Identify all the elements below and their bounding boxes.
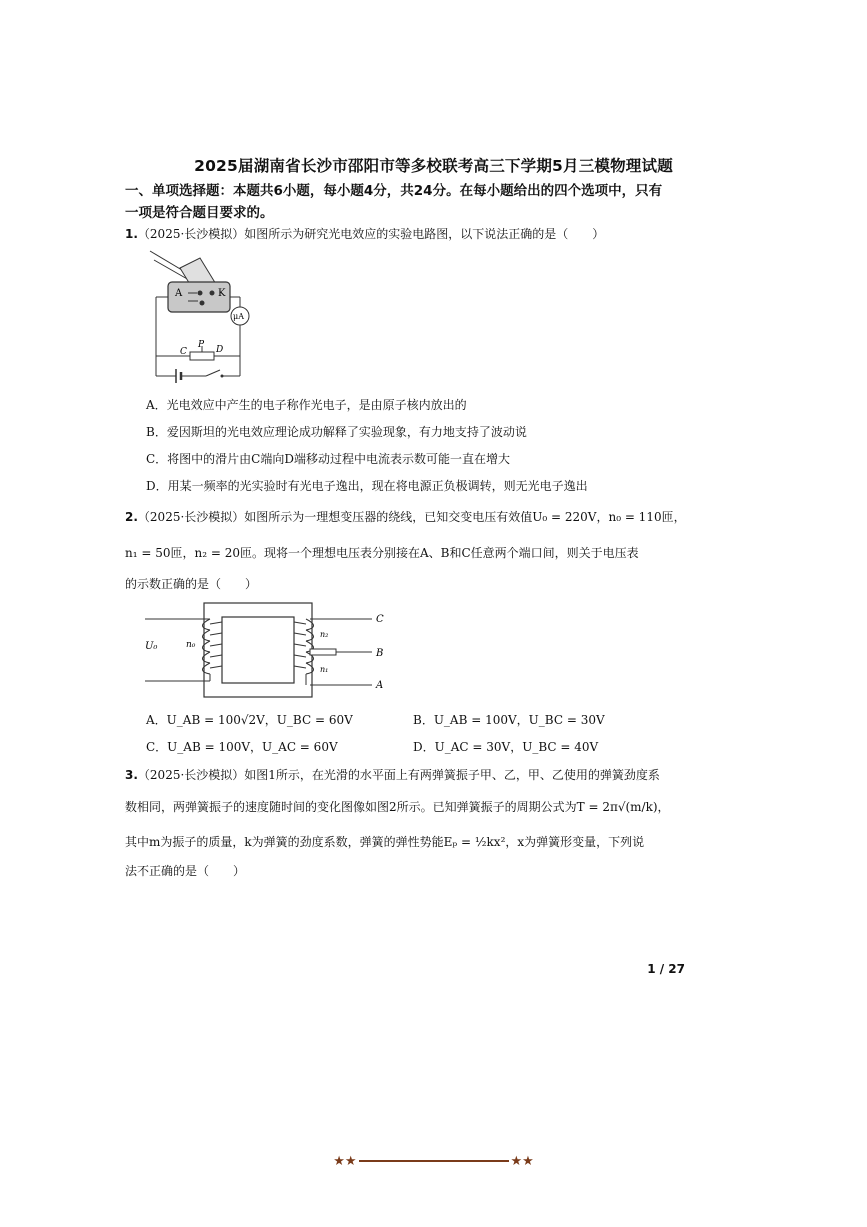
question-3-line1: 3.（2025·长沙模拟）如图1所示，在光滑的水平面上有两弹簧振子甲、乙，甲、乙使用的弹簧劲度系 <box>125 768 660 782</box>
page-title: 2025届湖南省长沙市邵阳市等多校联考高三下学期5月三模物理试题 <box>194 157 673 175</box>
label-d: D <box>216 345 224 355</box>
label-p: P <box>198 340 205 350</box>
section-heading-line2: 一项是符合题目要求的。 <box>125 205 274 221</box>
question-3-line4: 法不正确的是（ ） <box>125 864 246 878</box>
q2-option-d[interactable]: D．U_AC = 30V，U_BC = 40V <box>413 740 599 754</box>
q2-option-c[interactable]: C．U_AB = 100V，U_AC = 60V <box>146 740 338 754</box>
page-number: 1 / 27 <box>647 962 685 976</box>
microammeter-label: μA <box>233 312 244 321</box>
photoelectric-circuit-figure <box>140 246 265 386</box>
label-n1: n₁ <box>320 665 329 674</box>
footer-ornament <box>0 1150 867 1169</box>
footer-left-stars-icon: ★★ <box>333 1154 357 1169</box>
q2-option-b[interactable]: B．U_AB = 100V，U_BC = 30V <box>413 713 605 727</box>
q1-option-a[interactable]: A．光电效应中产生的电子称作光电子，是由原子核内放出的 <box>146 398 467 412</box>
label-a-terminal: A <box>376 680 384 691</box>
transformer-figure <box>140 600 390 700</box>
footer-divider <box>359 1160 509 1162</box>
question-3-line2: 数相同，两弹簧振子的速度随时间的变化图像如图2所示。已知弹簧振子的周期公式为T = 2π√(m/k)， <box>125 800 670 814</box>
q1-option-c[interactable]: C．将图中的滑片由C端向D端移动过程中电流表示数可能一直在增大 <box>146 452 510 466</box>
label-u0: U₀ <box>145 641 158 652</box>
question-3-line3: 其中m为振子的质量，k为弹簧的劲度系数，弹簧的弹性势能Eₚ = ½kx²，x为弹簧形变量，下列说 <box>125 835 645 849</box>
q2-option-a[interactable]: A．U_AB = 100√2V，U_BC = 60V <box>146 713 353 727</box>
question-1-stem: 1.（2025·长沙模拟）如图所示为研究光电效应的实验电路图，以下说法正确的是（ ） <box>125 227 605 241</box>
section-heading-line1: 一、单项选择题：本题共6小题，每小题4分，共24分。在每小题给出的四个选项中，只有 <box>125 183 663 199</box>
label-n2: n₂ <box>320 630 329 639</box>
question-2-stem-line1: 2.（2025·长沙模拟）如图所示为一理想变压器的绕线，已知交变电压有效值U₀ = 220V，n₀ = 110匝， <box>125 510 686 524</box>
label-b-terminal: B <box>376 648 384 659</box>
section-heading <box>125 180 745 224</box>
label-k: K <box>218 288 226 299</box>
question-2-stem-line3: 的示数正确的是（ ） <box>125 577 258 591</box>
label-a: A <box>175 288 183 299</box>
label-c-terminal: C <box>376 614 384 625</box>
label-n0: n₀ <box>186 640 196 650</box>
q1-option-d[interactable]: D．用某一频率的光实验时有光电子逸出，现在将电源正负极调转，则无光电子逸出 <box>146 479 588 493</box>
question-2-stem-line2: n₁ = 50匝，n₂ = 20匝。现将一个理想电压表分别接在A、B和C任意两个端口间，则关于电压表 <box>125 546 639 560</box>
q1-option-b[interactable]: B．爱因斯坦的光电效应理论成功解释了实验现象，有力地支持了波动说 <box>146 425 527 439</box>
label-c: C <box>180 347 187 357</box>
footer-right-stars-icon: ★★ <box>510 1154 534 1169</box>
